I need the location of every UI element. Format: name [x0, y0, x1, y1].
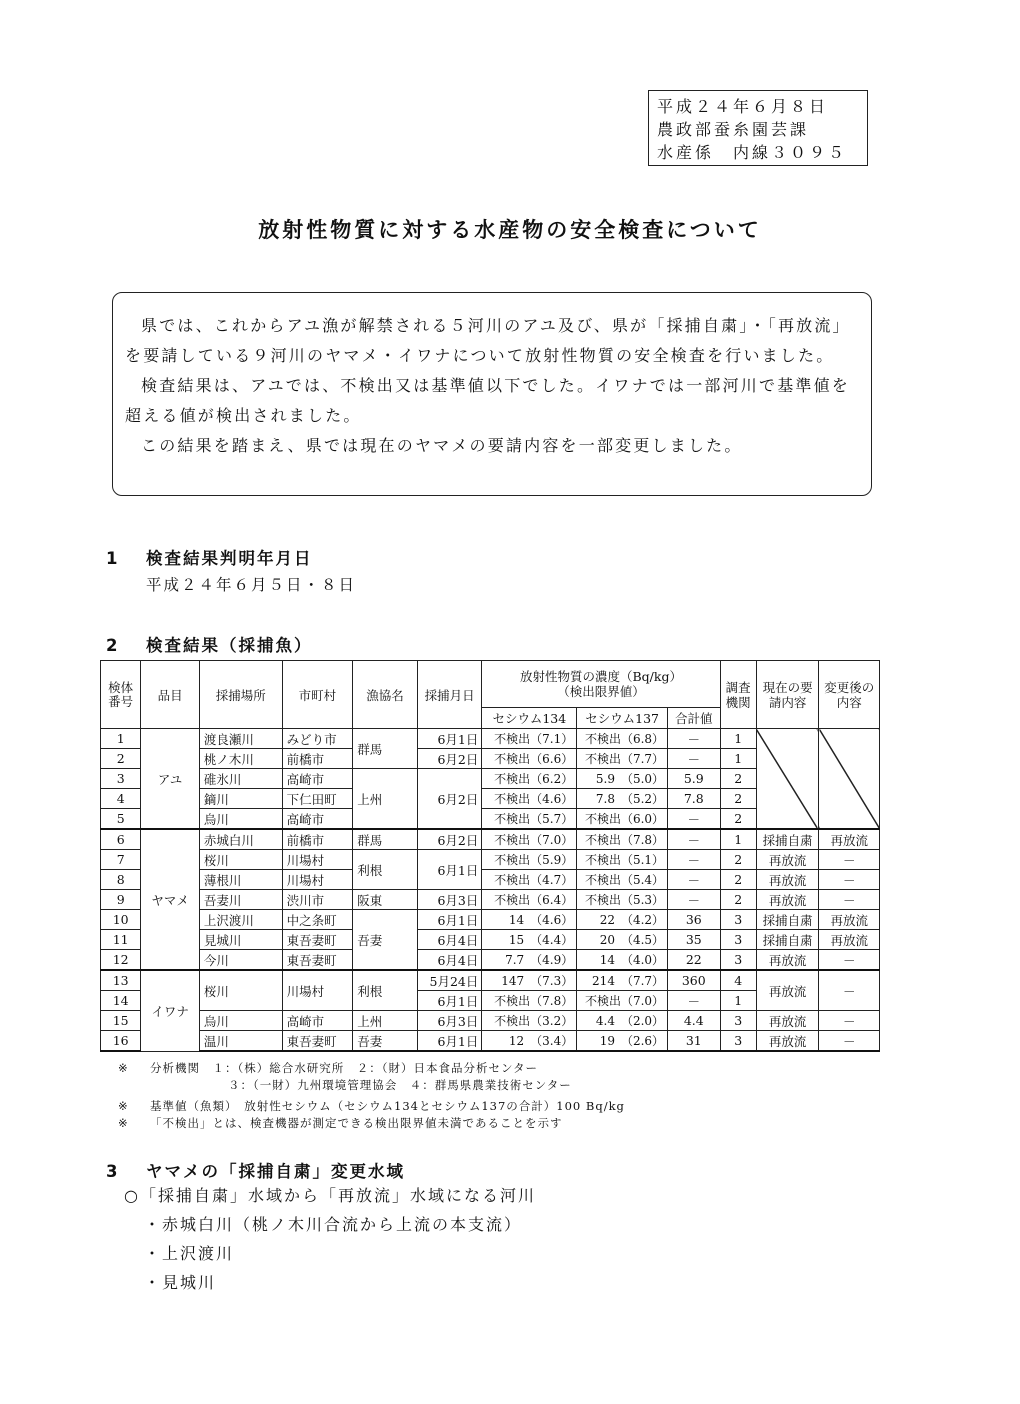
department-name: 農政部蚕糸園芸課	[657, 120, 810, 139]
cell-place: 桜川	[199, 850, 282, 870]
cell-lab: 3	[720, 950, 756, 971]
section-1-number: 1	[106, 549, 120, 568]
cell-lab: 1	[720, 749, 756, 769]
cell-total: 7.8	[668, 789, 720, 809]
cell-lab: 1	[720, 829, 756, 850]
cell-cs134: 12 （3.4）	[482, 1031, 577, 1052]
cell-city: 高崎市	[282, 809, 353, 830]
results-table	[100, 660, 880, 1052]
cell-lab: 3	[720, 930, 756, 950]
department-info-box	[648, 90, 868, 166]
cell-city: 東吾妻町	[282, 930, 353, 950]
section-2-heading	[106, 632, 313, 656]
cell-lab: 2	[720, 850, 756, 870]
table-row	[101, 910, 880, 930]
cell-lab: 1	[720, 991, 756, 1011]
cell-after: 再放流	[819, 829, 880, 850]
cell-lab: 2	[720, 789, 756, 809]
cell-date: 6月1日	[417, 729, 482, 749]
cell-cs134: 不検出（3.2）	[482, 1011, 577, 1031]
note-labs-line-1: 分析機関 １：（株）総合水研究所 ２：（財）日本食品分析センター	[150, 1061, 539, 1075]
cell-cs137: 不検出（6.8）	[577, 729, 668, 749]
cell-total: －	[668, 850, 720, 870]
cell-place: 烏川	[199, 1011, 282, 1031]
table-row	[101, 729, 880, 749]
cell-city: 中之条町	[282, 910, 353, 930]
cell-item: イワナ	[141, 970, 200, 1051]
cell-date: 6月2日	[417, 749, 482, 769]
table-row	[101, 870, 880, 890]
cell-city: 川場村	[282, 870, 353, 890]
cell-total: －	[668, 991, 720, 1011]
table-row	[101, 1031, 880, 1052]
cell-no: 2	[101, 749, 141, 769]
cell-lab: 2	[720, 890, 756, 910]
summary-paragraph-2: 検査結果は、アユでは、不検出又は基準値以下でした。イワナでは一部河川で基準値を超える値が検出されました。	[125, 376, 851, 425]
table-row	[101, 829, 880, 850]
table-row	[101, 850, 880, 870]
cell-item: ヤマメ	[141, 829, 200, 970]
cell-no: 9	[101, 890, 141, 910]
cell-after: －	[819, 970, 880, 1011]
river-list-item: ・見城川	[144, 1273, 217, 1292]
summary-paragraph-1: 県では、これからアユ漁が解禁される５河川のアユ及び、県が「採捕自粛」・「再放流」を要請している９河川のヤマメ・イワナについて放射性物質の安全検査を行いました。	[125, 316, 851, 365]
table-row	[101, 890, 880, 910]
cell-total: 5.9	[668, 769, 720, 789]
cell-no: 3	[101, 769, 141, 789]
cell-current-na	[756, 729, 819, 830]
cell-city: 川場村	[282, 850, 353, 870]
cell-total: －	[668, 809, 720, 830]
cell-cs137: 不検出（5.1）	[577, 850, 668, 870]
header-current-request: 現在の要請内容	[756, 661, 819, 729]
header-total: 合計値	[668, 708, 720, 729]
header-sample-no: 検体番号	[101, 661, 141, 729]
header-cs137: セシウム137	[577, 708, 668, 729]
cell-current: 再放流	[756, 870, 819, 890]
river-list-item: ・上沢渡川	[144, 1244, 235, 1263]
cell-lab: 3	[720, 910, 756, 930]
cell-date: 6月2日	[417, 769, 482, 830]
header-date: 採捕月日	[417, 661, 482, 729]
cell-cs137: 不検出（6.0）	[577, 809, 668, 830]
cell-after: －	[819, 870, 880, 890]
cell-current: 再放流	[756, 1031, 819, 1052]
cell-total: －	[668, 749, 720, 769]
cell-after-na	[819, 729, 880, 830]
note-mark: ※	[118, 1099, 129, 1113]
cell-cs134: 147 （7.3）	[482, 970, 577, 991]
cell-city: 川場村	[282, 970, 353, 1011]
cell-no: 4	[101, 789, 141, 809]
cell-cs134: 不検出（4.7）	[482, 870, 577, 890]
cell-cs134: 不検出（7.1）	[482, 729, 577, 749]
header-city: 市町村	[282, 661, 353, 729]
note-labs-line-2: ３：（一財）九州環境管理協会 ４：群馬県農業技術センター	[228, 1078, 572, 1092]
cell-cs137: 20 （4.5）	[577, 930, 668, 950]
cell-union: 利根	[353, 850, 418, 890]
cell-city: 前橋市	[282, 829, 353, 850]
cell-date: 6月2日	[417, 829, 482, 850]
cell-current: 採捕自粛	[756, 910, 819, 930]
header-item: 品目	[141, 661, 200, 729]
cell-union: 群馬	[353, 729, 418, 769]
cell-item: アユ	[141, 729, 200, 830]
cell-city: 東吾妻町	[282, 1031, 353, 1052]
cell-total: 22	[668, 950, 720, 971]
header-after-change: 変更後の内容	[819, 661, 880, 729]
note-standard-value	[118, 1098, 625, 1114]
cell-city: みどり市	[282, 729, 353, 749]
cell-place: 薄根川	[199, 870, 282, 890]
cell-after: －	[819, 950, 880, 971]
cell-lab: 2	[720, 870, 756, 890]
cell-city: 東吾妻町	[282, 950, 353, 971]
cell-place: 赤城白川	[199, 829, 282, 850]
header-cs134: セシウム134	[482, 708, 577, 729]
table-row	[101, 950, 880, 971]
cell-cs137: 不検出（5.3）	[577, 890, 668, 910]
cell-total: －	[668, 870, 720, 890]
cell-cs137: 7.8 （5.2）	[577, 789, 668, 809]
note-not-detected	[118, 1115, 563, 1131]
cell-cs137: 5.9 （5.0）	[577, 769, 668, 789]
cell-lab: 2	[720, 769, 756, 789]
cell-place: 桃ノ木川	[199, 749, 282, 769]
cell-cs134: 不検出（6.4）	[482, 890, 577, 910]
cell-union: 阪東	[353, 890, 418, 910]
cell-cs134: 不検出（7.0）	[482, 829, 577, 850]
cell-no: 8	[101, 870, 141, 890]
cell-current: 再放流	[756, 1011, 819, 1031]
cell-date: 6月3日	[417, 1011, 482, 1031]
result-dates: 平成２４年６月５日・８日	[146, 576, 357, 594]
cell-place: 烏川	[199, 809, 282, 830]
cell-after: －	[819, 1031, 880, 1052]
cell-cs134: 不検出（7.8）	[482, 991, 577, 1011]
table-row	[101, 970, 880, 991]
cell-no: 12	[101, 950, 141, 971]
cell-place: 碓氷川	[199, 769, 282, 789]
cell-total: 31	[668, 1031, 720, 1052]
section-1-heading	[106, 545, 313, 569]
cell-city: 渋川市	[282, 890, 353, 910]
cell-cs137: 不検出（7.8）	[577, 829, 668, 850]
note-mark: ※	[118, 1061, 129, 1075]
section-3-title: ヤマメの「採捕自粛」変更水域	[146, 1162, 405, 1181]
cell-lab: 2	[720, 809, 756, 830]
cell-current: 採捕自粛	[756, 829, 819, 850]
section-2-title: 検査結果（採捕魚）	[146, 636, 313, 655]
header-concentration-title: 放射性物質の濃度（Bq/kg）	[519, 669, 682, 684]
cell-total: 36	[668, 910, 720, 930]
cell-city: 下仁田町	[282, 789, 353, 809]
cell-union: 上州	[353, 769, 418, 830]
cell-total: 4.4	[668, 1011, 720, 1031]
section-1-title: 検査結果判明年月日	[146, 549, 313, 568]
cell-cs134: 不検出（6.6）	[482, 749, 577, 769]
cell-place: 桜川	[199, 970, 282, 1011]
cell-no: 15	[101, 1011, 141, 1031]
cell-total: －	[668, 890, 720, 910]
cell-date: 6月3日	[417, 890, 482, 910]
cell-date: 6月1日	[417, 991, 482, 1011]
cell-cs137: 22 （4.2）	[577, 910, 668, 930]
header-union: 漁協名	[353, 661, 418, 729]
cell-no: 7	[101, 850, 141, 870]
cell-date: 5月24日	[417, 970, 482, 991]
cell-cs134: 15 （4.4）	[482, 930, 577, 950]
cell-union: 上州	[353, 1011, 418, 1031]
cell-place: 鏑川	[199, 789, 282, 809]
cell-no: 6	[101, 829, 141, 850]
cell-cs137: 19 （2.6）	[577, 1031, 668, 1052]
cell-cs134: 不検出（5.9）	[482, 850, 577, 870]
cell-no: 13	[101, 970, 141, 991]
cell-cs137: 4.4 （2.0）	[577, 1011, 668, 1031]
section-3-heading	[106, 1158, 405, 1182]
river-list-item: ・赤城白川（桃ノ木川合流から上流の本支流）	[144, 1215, 523, 1234]
cell-date: 6月1日	[417, 910, 482, 930]
cell-current: 再放流	[756, 890, 819, 910]
cell-lab: 1	[720, 729, 756, 749]
cell-place: 渡良瀬川	[199, 729, 282, 749]
page-title: 放射性物質に対する水産物の安全検査について	[258, 218, 762, 242]
note-mark: ※	[118, 1116, 129, 1130]
cell-union: 吾妻	[353, 910, 418, 971]
cell-current: 採捕自粛	[756, 930, 819, 950]
cell-lab: 3	[720, 1011, 756, 1031]
header-concentration	[482, 661, 720, 708]
section-3-lead: ○「採捕自粛」水域から「再放流」水域になる河川	[124, 1186, 536, 1205]
cell-after: －	[819, 1011, 880, 1031]
cell-union: 吾妻	[353, 1031, 418, 1052]
cell-date: 6月4日	[417, 930, 482, 950]
cell-cs137: 不検出（7.0）	[577, 991, 668, 1011]
cell-current: 再放流	[756, 950, 819, 971]
header-detection-limit: （検出限界値）	[557, 684, 645, 699]
cell-cs134: 7.7 （4.9）	[482, 950, 577, 971]
table-row	[101, 930, 880, 950]
cell-date: 6月1日	[417, 850, 482, 890]
cell-current: 再放流	[756, 850, 819, 870]
section-2-number: 2	[106, 636, 120, 655]
cell-place: 上沢渡川	[199, 910, 282, 930]
cell-cs137: 214 （7.7）	[577, 970, 668, 991]
note-analysis-labs	[118, 1060, 538, 1076]
header-place: 採捕場所	[199, 661, 282, 729]
cell-total: －	[668, 829, 720, 850]
issue-date: 平成２４年６月８日	[657, 97, 829, 116]
cell-no: 1	[101, 729, 141, 749]
cell-place: 見城川	[199, 930, 282, 950]
table-row	[101, 1011, 880, 1031]
cell-cs137: 不検出（5.4）	[577, 870, 668, 890]
summary-box	[112, 292, 872, 496]
cell-current: 再放流	[756, 970, 819, 1011]
cell-cs134: 不検出（5.7）	[482, 809, 577, 830]
cell-union: 利根	[353, 970, 418, 1011]
cell-after: 再放流	[819, 930, 880, 950]
cell-no: 11	[101, 930, 141, 950]
header-lab: 調査機関	[720, 661, 756, 729]
note-not-detected-text: 「不検出」とは、検査機器が測定できる検出限界値未満であることを示す	[150, 1116, 563, 1130]
cell-no: 16	[101, 1031, 141, 1052]
cell-after: －	[819, 850, 880, 870]
cell-after: －	[819, 890, 880, 910]
cell-cs137: 不検出（7.7）	[577, 749, 668, 769]
cell-total: 360	[668, 970, 720, 991]
cell-no: 5	[101, 809, 141, 830]
cell-lab: 4	[720, 970, 756, 991]
cell-cs134: 不検出（4.6）	[482, 789, 577, 809]
cell-cs134: 14 （4.6）	[482, 910, 577, 930]
cell-cs137: 14 （4.0）	[577, 950, 668, 971]
cell-city: 前橋市	[282, 749, 353, 769]
contact-extension: 水産係 内線３０９５	[657, 143, 848, 162]
cell-no: 10	[101, 910, 141, 930]
cell-total: 35	[668, 930, 720, 950]
summary-paragraph-3: この結果を踏まえ、県では現在のヤマメの要請内容を一部変更しました。	[141, 436, 743, 455]
cell-union: 群馬	[353, 829, 418, 850]
cell-total: －	[668, 729, 720, 749]
note-standard-text: 基準値（魚類） 放射性セシウム（セシウム134とセシウム137の合計）100 Bq/kg	[150, 1099, 625, 1113]
cell-city: 高崎市	[282, 1011, 353, 1031]
section-3-number: 3	[106, 1162, 120, 1181]
cell-date: 6月4日	[417, 950, 482, 971]
cell-place: 今川	[199, 950, 282, 971]
cell-no: 14	[101, 991, 141, 1011]
cell-city: 高崎市	[282, 769, 353, 789]
cell-cs134: 不検出（6.2）	[482, 769, 577, 789]
cell-after: 再放流	[819, 910, 880, 930]
cell-place: 吾妻川	[199, 890, 282, 910]
cell-date: 6月1日	[417, 1031, 482, 1052]
cell-lab: 3	[720, 1031, 756, 1052]
cell-place: 温川	[199, 1031, 282, 1052]
